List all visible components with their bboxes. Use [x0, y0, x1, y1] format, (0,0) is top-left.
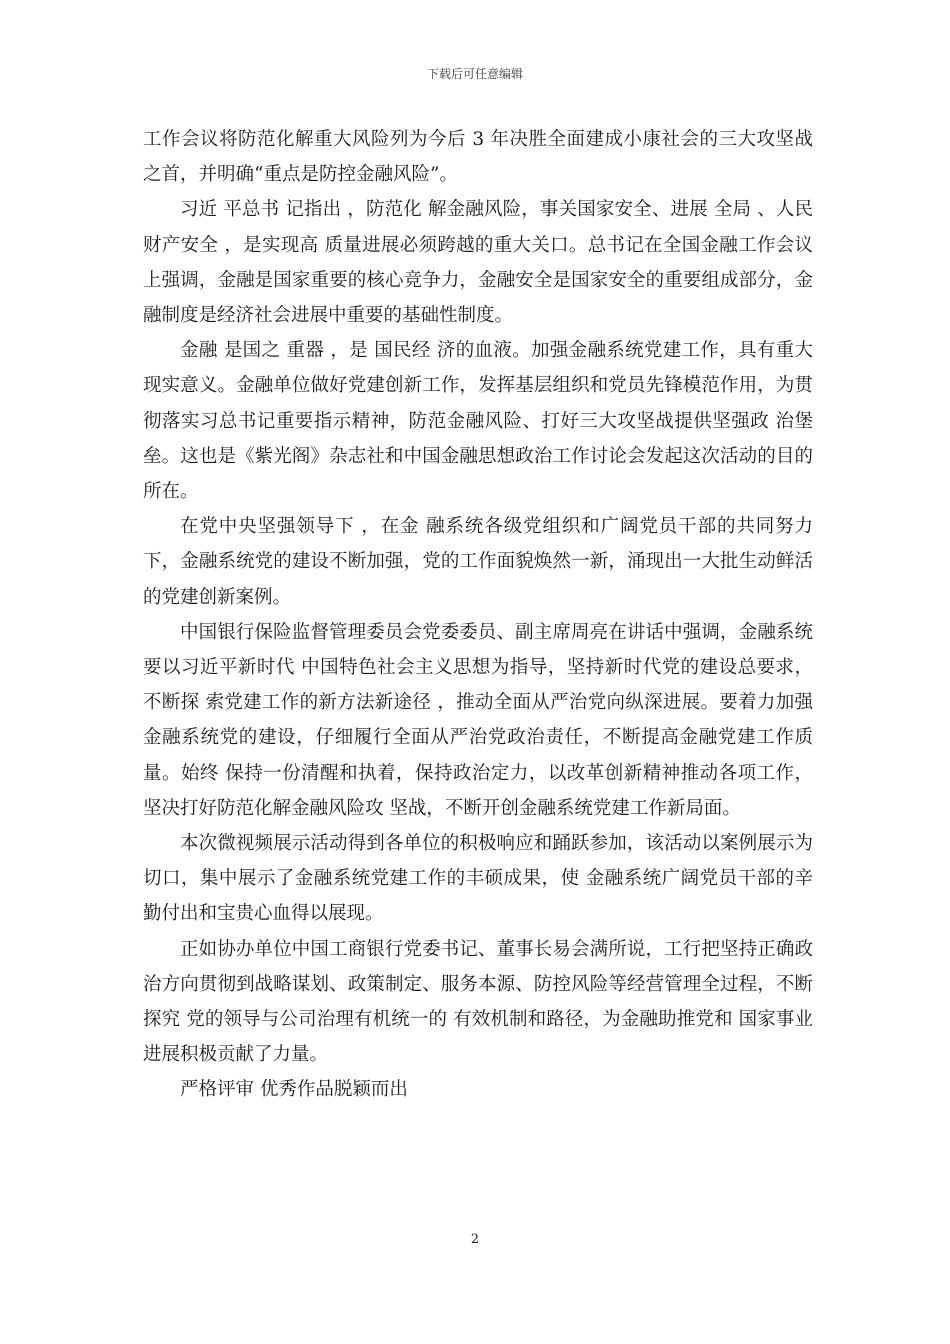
- paragraph-1: 工作会议将防范化解重大风险列为今后 3 年决胜全面建成小康社会的三大攻坚战之首，并明确“重点是防控金融风险”。: [143, 129, 813, 186]
- page-header: 下载后可任意编辑: [426, 67, 523, 81]
- page-number: 2: [470, 1232, 480, 1247]
- paragraph-5: 中国银行保险监督管理委员会党委委员、副主席周亮在讲话中强调，金融系统要以习近平新时代 中国特色社会主义思想为指导，坚持新时代党的建设总要求，不断探 索党建工作的新方法新途径 ，推动全面从严治党向纵深进展。要着力加强金融系统党的建设，仔细履行全面从严治党政治责任，不断提高金融党建工作质量。始终 保持一份清醒和执着，保持政治定力，以改革创新精神推动各项工作，坚决打好防范化解金融风险攻 坚战，不断开创金融系统党建工作新局面。: [143, 621, 813, 819]
- paragraph-6: 本次微视频展示活动得到各单位的积极响应和踊跃参加，该活动以案例展示为切口，集中展示了金融系统党建工作的丰硕成果，使 金融系统广阔党员干部的辛勤付出和宝贵心血得以展现。: [143, 833, 813, 925]
- paragraph-3: 金融 是国之 重器 ，是 国民经 济的血液。加强金融系统党建工作，具有重大现实意义。金融单位做好党建创新工作，发挥基层组织和党员先锋模范作用，为贯彻落实习总书记重要指示精神，防范金融风险、打好三大攻坚战提供坚强政 治堡垒。这也是《紫光阁》杂志社和中国金融思想政治工作讨论会发起这次活动的目的所在。: [143, 340, 813, 503]
- section-heading: 严格评审 优秀作品脱颖而出: [180, 1079, 408, 1101]
- paragraph-4: 在党中央坚强领导下 ，在金 融系统各级党组织和广阔党员干部的共同努力下，金融系统党的建设不断加强，党的工作面貌焕然一新，涌现出一大批生动鲜活的党建创新案例。: [143, 516, 813, 608]
- document-body: [143, 122, 813, 1108]
- paragraph-2: 习近 平总书 记指出 ，防范化 解金融风险，事关国家安全、进展 全局 、人民财产安全 ，是实现高 质量进展必须跨越的重大关口。总书记在全国金融工作会议上强调，金融是国家重要的核心竞争力，金融安全是国家安全的重要组成部分，金融制度是经济社会进展中重要的基础性制度。: [143, 199, 813, 327]
- paragraph-7: 正如协办单位中国工商银行党委书记、董事长易会满所说，工行把坚持正确政治方向贯彻到战略谋划、政策制定、服务本源、防控风险等经营管理全过程，不断探究 党的领导与公司治理有机统一的 有效机制和路径，为金融助推党和 国家事业进展积极贡献了力量。: [143, 938, 813, 1066]
